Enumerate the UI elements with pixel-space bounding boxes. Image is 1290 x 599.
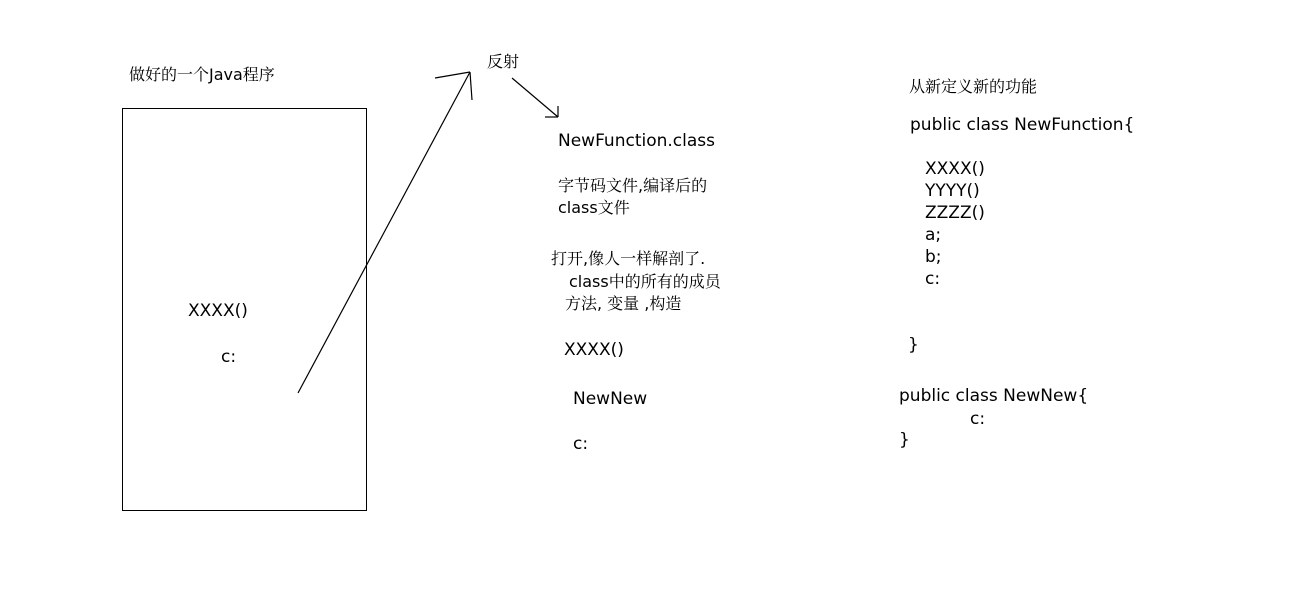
middle-field-c: c: <box>573 434 589 454</box>
open-desc-line2: class中的所有的成员 <box>569 272 721 291</box>
newfunction-member-6: c: <box>925 269 941 289</box>
middle-method-xxxx: XXXX() <box>564 340 624 360</box>
class-file-name: NewFunction.class <box>558 131 715 151</box>
newfunction-member-4: a; <box>925 225 942 245</box>
reflection-arrow-up <box>298 72 472 393</box>
left-method-xxxx: XXXX() <box>188 301 248 321</box>
newfunction-member-2: YYYY() <box>925 181 980 201</box>
newfunction-class-close: } <box>908 335 919 355</box>
newnew-class-close: } <box>899 430 910 450</box>
open-desc-line1: 打开,像人一样解剖了. <box>551 249 706 268</box>
reflection-arrow-down <box>512 78 558 117</box>
reflection-label: 反射 <box>487 52 520 71</box>
java-program-title: 做好的一个Java程序 <box>129 65 275 84</box>
open-desc-line3: 方法, 变量 ,构造 <box>565 294 682 313</box>
redefine-title: 从新定义新的功能 <box>909 77 1038 96</box>
bytecode-desc-line1: 字节码文件,编译后的 <box>558 176 708 195</box>
bytecode-desc-line2: class文件 <box>558 198 630 217</box>
newfunction-member-3: ZZZZ() <box>925 203 985 223</box>
newfunction-class-decl: public class NewFunction{ <box>910 115 1135 135</box>
middle-class-newnew: NewNew <box>573 389 648 409</box>
newnew-class-decl: public class NewNew{ <box>899 386 1089 406</box>
newfunction-member-1: XXXX() <box>925 159 985 179</box>
newfunction-member-5: b; <box>925 247 942 267</box>
newnew-member-c: c: <box>970 409 986 429</box>
left-field-c: c: <box>221 347 237 367</box>
